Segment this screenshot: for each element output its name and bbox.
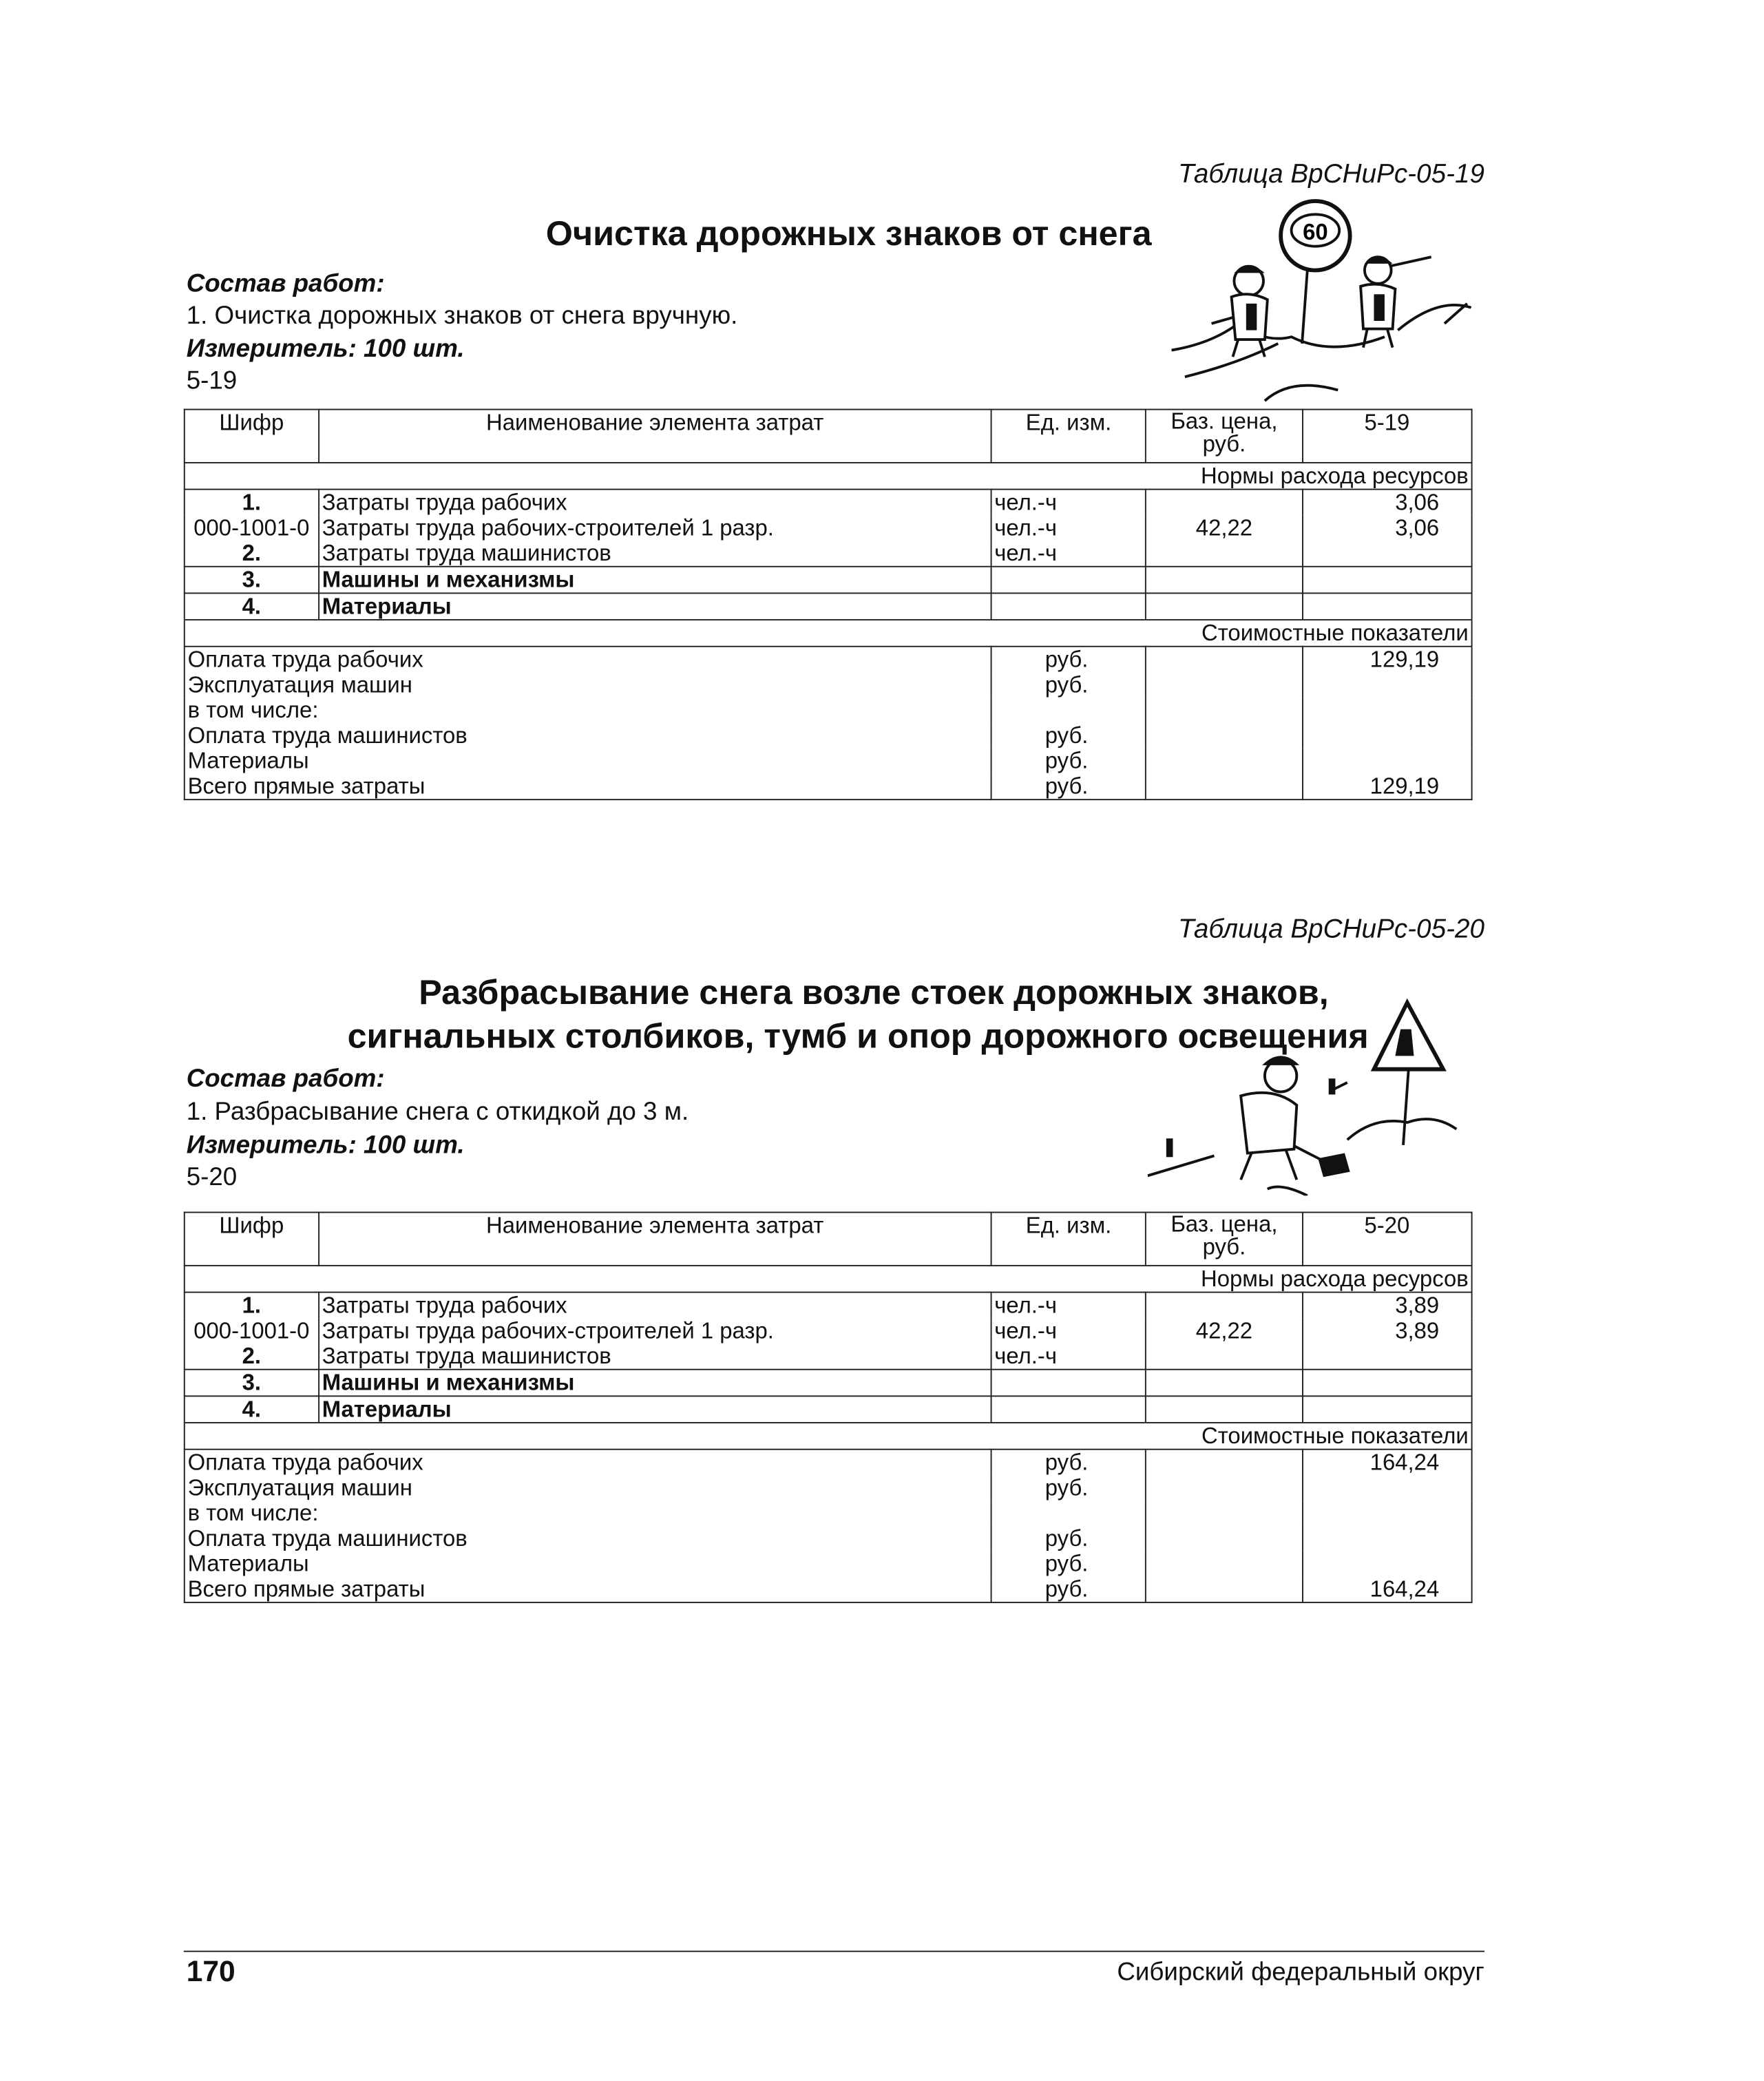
cost-row: Оплата труда рабочих руб. 164,24	[185, 1450, 1472, 1476]
table-header-row	[185, 410, 1472, 463]
footer-region: Сибирский федеральный округ	[1117, 1958, 1484, 1987]
composition-label: Состав работ:	[186, 1065, 385, 1094]
table-header-row	[185, 1213, 1472, 1266]
header-cipher: Шифр	[185, 1213, 319, 1266]
section-code: 5-19	[186, 367, 238, 396]
table-row: 1. Затраты труда рабочих чел.-ч 3,06	[185, 490, 1472, 516]
norms-label: Нормы расхода ресурсов	[185, 463, 1472, 490]
table-row: 1. Затраты труда рабочих чел.-ч 3,89	[185, 1293, 1472, 1319]
norms-subheader-row	[185, 1266, 1472, 1293]
table-row: 2. Затраты труда машинистов чел.-ч	[185, 1343, 1472, 1370]
header-unit: Ед. изм.	[991, 1213, 1146, 1266]
table-reference: Таблица ВрСНиРс-05-20	[1178, 914, 1484, 944]
table-row: 3. Машины и механизмы	[185, 567, 1472, 594]
cost-row: в том числе:	[185, 698, 1472, 723]
composition-item: 1. Разбрасывание снега с откидкой до 3 м.	[186, 1098, 689, 1127]
header-cipher: Шифр	[185, 410, 319, 463]
page-number: 170	[186, 1954, 235, 1988]
cost-row: Оплата труда рабочих руб. 129,19	[185, 647, 1472, 673]
measure-label: Измеритель: 100 шт.	[186, 335, 465, 364]
cost-row: Материалы руб.	[185, 1551, 1472, 1577]
norms-subheader-row	[185, 463, 1472, 490]
header-name: Наименование элемента затрат	[319, 1213, 991, 1266]
section-title-line-2: сигнальных столбиков, тумб и опор дорожного освещения	[347, 1016, 1369, 1056]
table-row: 4. Материалы	[185, 593, 1472, 620]
cost-row: в том числе:	[185, 1500, 1472, 1526]
cost-row-total: Всего прямые затраты руб. 164,24	[185, 1576, 1472, 1602]
cost-subheader-row	[185, 1423, 1472, 1450]
section-title-line-1: Разбрасывание снега возле стоек дорожных знаков,	[419, 972, 1329, 1012]
header-price: Баз. цена, руб.	[1146, 1213, 1303, 1266]
cost-row: Оплата труда машинистов руб.	[185, 1526, 1472, 1551]
worker-shoveling-snow-illustration	[1148, 996, 1467, 1195]
cost-subheader-row	[185, 620, 1472, 647]
table-reference: Таблица ВрСНиРс-05-19	[1178, 160, 1484, 189]
table-row: 4. Материалы	[185, 1396, 1472, 1423]
section-code: 5-20	[186, 1163, 238, 1192]
norms-label: Нормы расхода ресурсов	[185, 1266, 1472, 1293]
cost-label: Стоимостные показатели	[185, 1423, 1472, 1450]
cost-row-total: Всего прямые затраты руб. 129,19	[185, 773, 1472, 799]
table-row: 2. Затраты труда машинистов чел.-ч	[185, 541, 1472, 567]
composition-item: 1. Очистка дорожных знаков от снега вручную.	[186, 302, 738, 331]
cost-row: Эксплуатация машин руб.	[185, 1475, 1472, 1500]
cost-row: Оплата труда машинистов руб.	[185, 723, 1472, 749]
table-row: 000-1001-0 Затраты труда рабочих-строителей 1 разр. чел.-ч 42,22 3,06	[185, 515, 1472, 541]
cost-row: Эксплуатация машин руб.	[185, 672, 1472, 698]
workers-cleaning-sign-illustration	[1158, 191, 1484, 404]
header-unit: Ед. изм.	[991, 410, 1146, 463]
header-price: Баз. цена, руб.	[1146, 410, 1303, 463]
norms-table	[184, 1212, 1473, 1603]
table-row: 000-1001-0 Затраты труда рабочих-строителей 1 разр. чел.-ч 42,22 3,89	[185, 1318, 1472, 1343]
speed-sign-text: 60	[1303, 219, 1328, 245]
header-code: 5-19	[1302, 410, 1471, 463]
footer-divider	[184, 1951, 1484, 1952]
cost-row: Материалы руб.	[185, 749, 1472, 774]
measure-label: Измеритель: 100 шт.	[186, 1131, 465, 1160]
header-name: Наименование элемента затрат	[319, 410, 991, 463]
norms-table	[184, 409, 1473, 800]
header-code: 5-20	[1302, 1213, 1471, 1266]
composition-label: Состав работ:	[186, 270, 385, 299]
table-row: 3. Машины и механизмы	[185, 1370, 1472, 1397]
cost-label: Стоимостные показатели	[185, 620, 1472, 647]
section-title: Очистка дорожных знаков от снега	[545, 213, 1152, 253]
